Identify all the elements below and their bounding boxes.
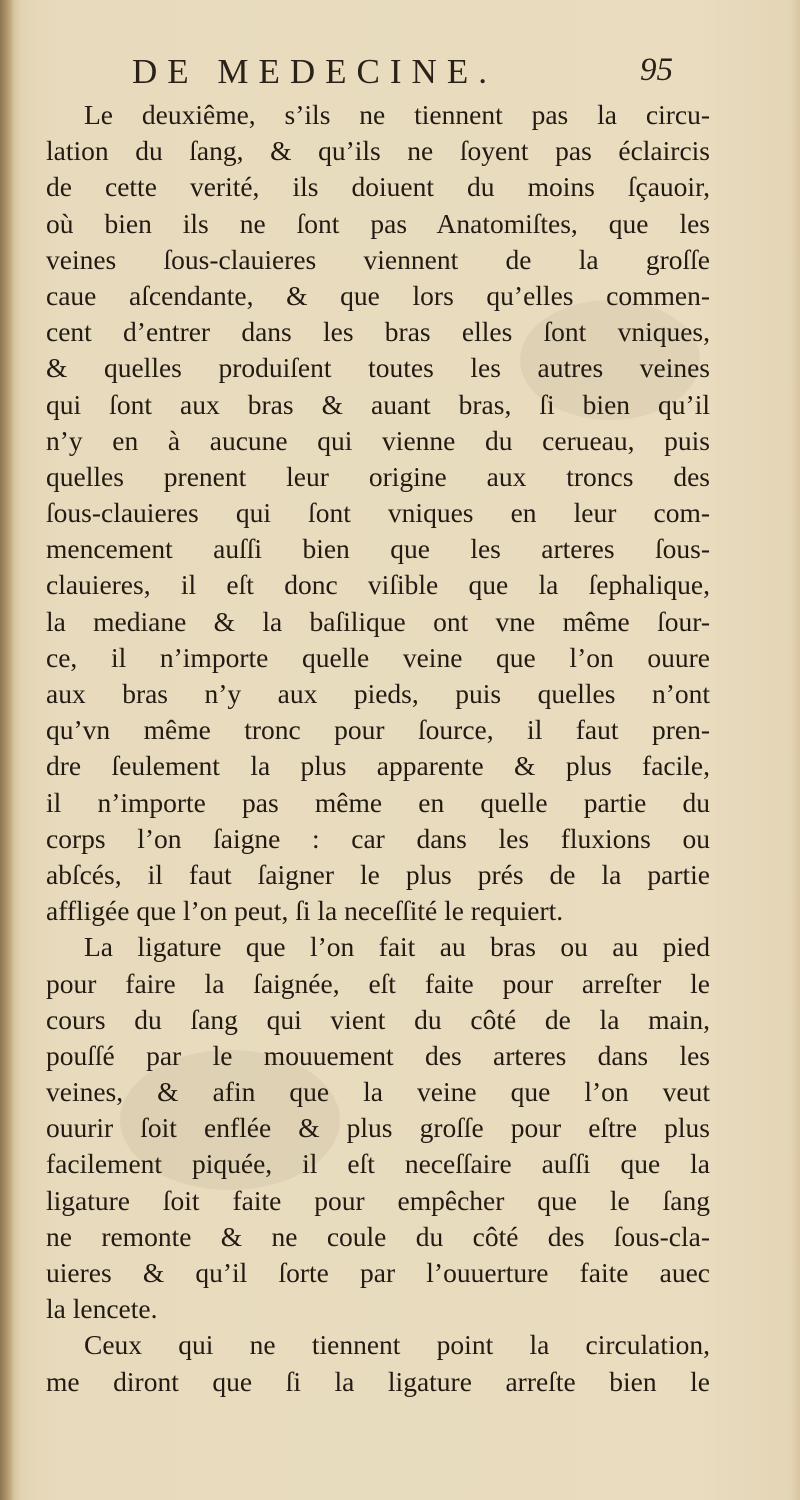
text-line: de cette verité, ils doiuent du moins ſçauoir,: [46, 171, 710, 203]
text-line: quelles prenent leur origine aux troncs des: [46, 460, 710, 492]
text-line: pouſſé par le mouuement des arteres dans les: [46, 1039, 710, 1071]
text-line: ne remonte & ne coule du côté des ſous-cla-: [46, 1220, 710, 1252]
text-line: cent d’entrer dans les bras elles ſont vniques,: [46, 316, 710, 348]
text-line: ſous-clauieres qui ſont vniques en leur com-: [46, 497, 710, 529]
text-line: me diront que ſi la ligature arreſte bien le: [46, 1365, 710, 1397]
text-line: ce, il n’importe quelle veine que l’on ouure: [46, 641, 710, 673]
text-line: lation du ſang, & qu’ils ne ſoyent pas éclaircis: [46, 135, 710, 167]
text-line: facilement piquée, il eſt neceſſaire auſſi que la: [46, 1148, 710, 1180]
text-line: dre ſeulement la plus apparente & plus facile,: [46, 750, 710, 782]
text-line: veines ſous-clauieres viennent de la groſſe: [46, 243, 710, 275]
text-line: uieres & qu’il ſorte par l’ouuerture faite auec: [46, 1257, 710, 1288]
text-line: abſcés, il faut ſaigner le plus prés de la partie: [46, 858, 710, 890]
text-line: La ligature que l’on fait au bras ou au pied: [84, 931, 710, 963]
text-line: ouurir ſoit enflée & plus groſſe pour eſtre plus: [46, 1112, 710, 1144]
running-head: DE MEDECINE.: [132, 52, 497, 91]
text-line: corps l’on ſaigne : car dans les fluxions ou: [46, 822, 710, 854]
text-line: mencement auſſi bien que les arteres ſous-: [46, 533, 710, 565]
text-line: & quelles produiſent toutes les autres veines: [46, 352, 710, 384]
text-line: il n’importe pas même en quelle partie du: [46, 786, 710, 818]
page-header: [0, 52, 800, 102]
text-line: qu’vn même tronc pour ſource, il faut pren-: [46, 714, 710, 746]
text-line: n’y en à aucune qui vienne du cerueau, puis: [46, 424, 710, 456]
text-line: clauieres, il eſt donc viſible que la ſephalique,: [46, 569, 710, 601]
text-line: caue aſcendante, & que lors qu’elles commen-: [46, 279, 710, 311]
text-line: veines, & afin que la veine que l’on veut: [46, 1076, 710, 1108]
text-line: aux bras n’y aux pieds, puis quelles n’ont: [46, 678, 710, 709]
text-line: pour faire la ſaignée, eſt faite pour arreſter le: [46, 967, 710, 999]
text-line: où bien ils ne ſont pas Anatomiſtes, que les: [46, 207, 710, 239]
page-number: 95: [640, 52, 673, 88]
text-line: la lencete.: [46, 1293, 158, 1325]
text-line: affligée que l’on peut, ſi la neceſſité le requiert.: [46, 895, 564, 927]
text-line: ligature ſoit faite pour empêcher que le ſang: [46, 1184, 710, 1216]
body-text: [46, 97, 710, 1400]
text-line: cours du ſang qui vient du côté de la main,: [46, 1003, 710, 1035]
text-line: Le deuxiême, s’ils ne tiennent pas la circu-: [84, 99, 710, 130]
text-line: Ceux qui ne tiennent point la circulation,: [84, 1329, 710, 1361]
text-line: la mediane & la baſilique ont vne même ſour-: [46, 605, 710, 637]
page-binding-edge: [0, 0, 14, 1500]
text-line: qui ſont aux bras & auant bras, ſi bien qu’il: [46, 388, 710, 420]
